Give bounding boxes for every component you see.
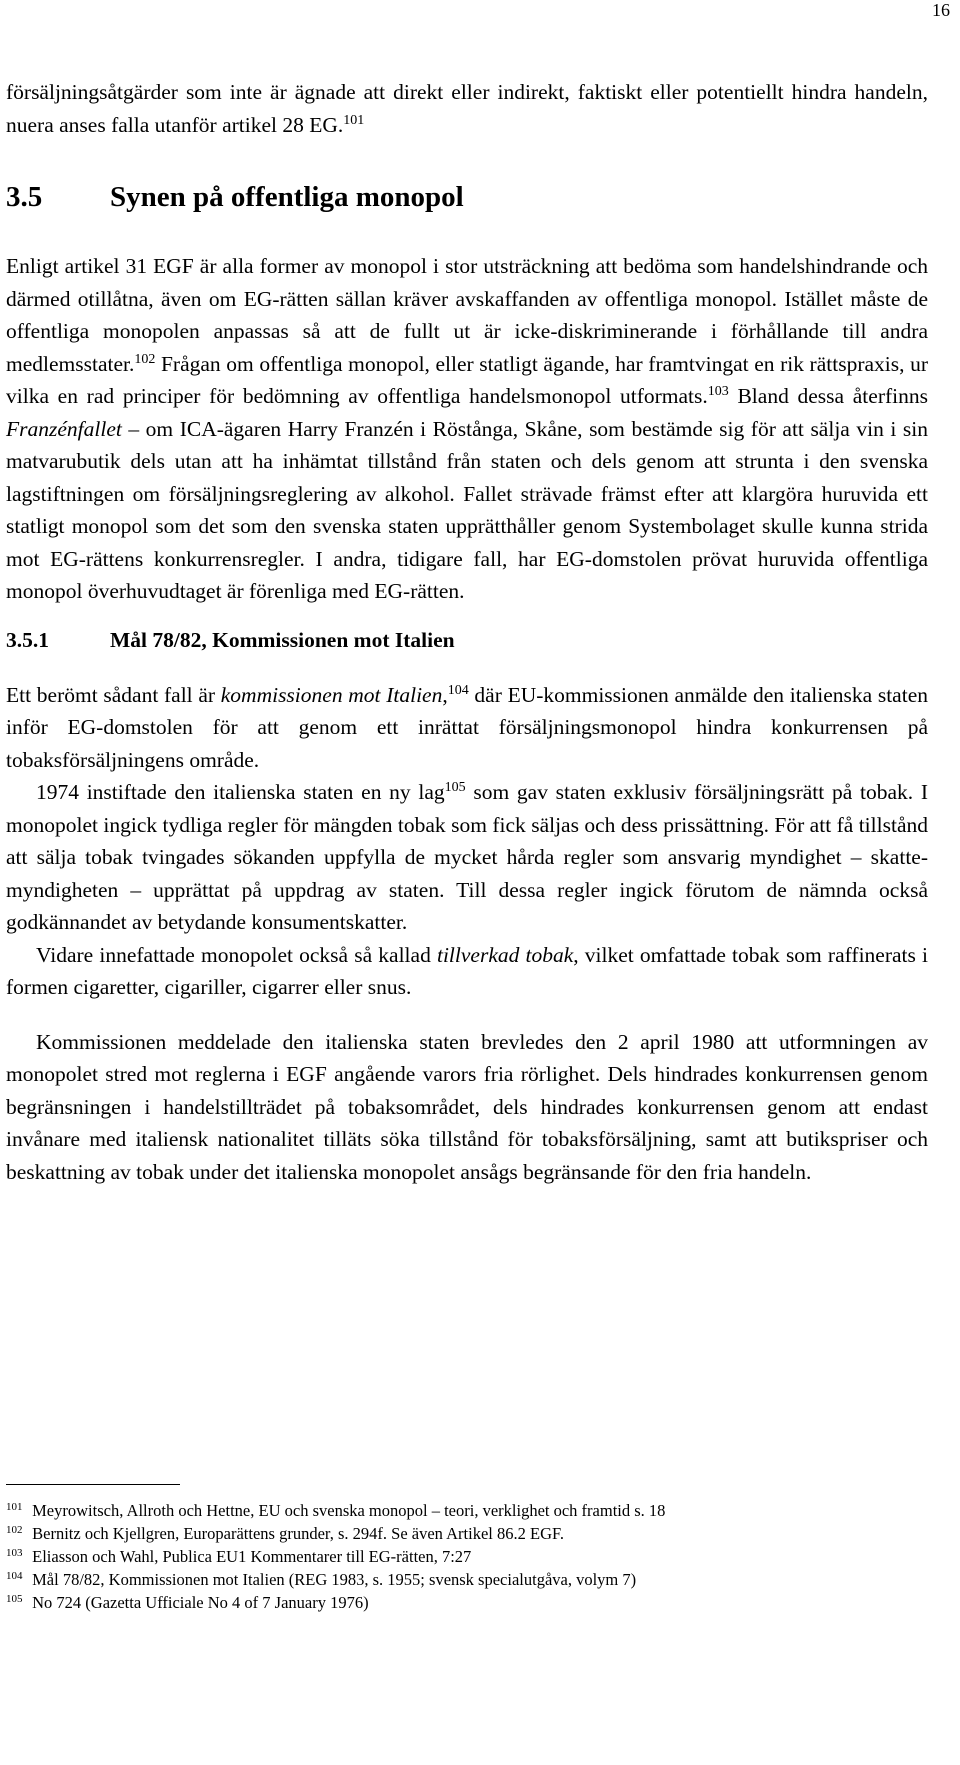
footnote: $^{103}$ Eliasson och Wahl, Publica EU1 Kommentarer till EG-rätten, 7:27	[6, 1546, 472, 1566]
paragraph-text: Enligt artikel 31 EGF är alla former av monopol i stor utsträckning att bedöma som handelshindrande och därmed otillåtna, även om EG-rätten sällan kräver avskaffanden av offentliga monopol. Istället måste de offentliga monopolen anpassas så att de fullt ut är icke-diskriminerande i förhållande till andra medlemsstater.	[6, 254, 928, 376]
footnote-text: Meyrowitsch, Allroth och Hettne, EU och svenska monopol – teori, verklighet och framtid s. 18	[32, 1501, 666, 1520]
subsection-heading	[6, 628, 928, 653]
subsection-number: 3.5.1	[6, 627, 49, 652]
case-name: Franzénfallet	[6, 416, 122, 441]
paragraph-text: , vilket omfattade tobak som raffinerats i formen cigaretter, cigariller, cigarrer eller snus.	[6, 942, 929, 999]
footnote-ref: 101	[343, 112, 365, 128]
footnote-text: Eliasson och Wahl, Publica EU1 Kommentarer till EG-rätten, 7:27	[32, 1547, 472, 1566]
term: tillverkad tobak	[436, 942, 574, 967]
page-number: 16	[932, 0, 950, 20]
paragraph-1974-law	[6, 776, 928, 939]
footnote-ref: 103	[707, 383, 729, 399]
paragraph-text: som gav staten exklusiv försäljningsrätt på tobak. I monopolet ingick tydliga regler för mängden tobak som fick säljas och dess prissättning. För att få tillstånd att sälja tobak tvingades sökanden uppfylla de mycket hårda regler som ansvarig myndighet – skatte-myndigheten – upprättat på uppdrag av staten. Till dessa regler ingick förutom de nämnda också godkännandet av betydande konsumentskatter.	[6, 780, 928, 934]
section-title: Synen på offentliga monopol	[110, 181, 464, 213]
paragraph-text: där EU-kommissionen anmälde den italienska staten inför EG-domstolen för att genom ett inrättat försäljningsmonopol hindra konkurrensen på tobaksförsäljningens område.	[6, 682, 928, 772]
paragraph-commission-letter	[6, 1026, 928, 1189]
paragraph-text: försäljningsåtgärder som inte är ägnade att direkt eller indirekt, faktiskt eller potentiellt hindra handeln, nuera anses falla utanför artikel 28 EG.	[6, 80, 928, 137]
document-body	[6, 76, 928, 1188]
footnote: $^{105}$ No 724 (Gazetta Ufficiale No 4 of 7 January 1976)	[6, 1592, 369, 1612]
paragraph-text: Ett berömt sådant fall är	[6, 682, 221, 707]
footnote-text: Mål 78/82, Kommissionen mot Italien (REG 1983, s. 1955; svensk specialutgåva, volym 7)	[32, 1570, 637, 1589]
section-number: 3.5	[6, 181, 43, 213]
subsection-title: Mål 78/82, Kommissionen mot Italien	[110, 627, 455, 652]
paragraph-continued	[6, 76, 928, 141]
footnote-ref: 102	[134, 351, 156, 367]
footnote-text: Bernitz och Kjellgren, Europarättens grunder, s. 294f. Se även Artikel 86.2 EGF.	[32, 1524, 564, 1543]
footnotes	[6, 1484, 928, 1614]
paragraph-text: ,	[442, 682, 448, 707]
footnote: $^{102}$ Bernitz och Kjellgren, Europarättens grunder, s. 294f. Se även Artikel 86.2 EGF.	[6, 1523, 564, 1543]
section-heading	[6, 181, 928, 214]
paragraph-manufactured-tobacco	[6, 939, 928, 1004]
paragraph-text: – om ICA-ägaren Harry Franzén i Röstånga, Skåne, som bestämde sig för att sälja vin i sin matvarubutik dels utan att ha inhämtat tillstånd från staten och dels genom att strunta i den svenska lagstiftningen om försäljningsreglering av alkohol. Fallet strävade främst efter att klargöra huruvida ett statligt monopol som det som den svenska staten upprätthåller genom Systembolaget skulle kunna strida mot EG-rättens konkurrensregler. I andra, tidigare fall, har EG-domstolen prövat huruvida offentliga monopol överhuvudtaget är förenliga med EG-rätten.	[6, 416, 928, 603]
footnote-separator	[6, 1484, 180, 1485]
paragraph-text: Bland dessa återfinns	[728, 384, 928, 408]
footnote-text: No 724 (Gazetta Ufficiale No 4 of 7 January 1976)	[32, 1593, 369, 1612]
footnote: $^{101}$ Meyrowitsch, Allroth och Hettne, EU och svenska monopol – teori, verklighet och framtid s. 18	[6, 1500, 666, 1520]
paragraph-text: Frågan om offentliga monopol, eller statligt ägande, har framtvingat en rik rättspraxis, ur vilka en rad principer för bedömning av offentliga handelsmonopol utformats.	[6, 351, 928, 408]
paragraph-text: 1974 instiftade den italienska staten en ny lag	[36, 780, 445, 804]
footnote-ref: 105	[444, 779, 466, 795]
paragraph-case-intro	[6, 679, 928, 777]
paragraph-text: Vidare innefattade monopolet också så kallad	[36, 942, 437, 967]
footnote-ref: 104	[447, 682, 469, 698]
case-name: kommissionen mot Italien	[220, 682, 443, 707]
paragraph-text: Kommissionen meddelade den italienska staten brevledes den 2 april 1980 att utformningen av monopolet stred mot reglerna i EGF angående varors fria rörlighet. Dels hindrades konkurrensen genom begränsningen i handelstillträdet på tobaksområdet, dels hindrades konkurrensen genom att endast invånare med italiensk nationalitet tilläts söka tillstånd för tobaksförsäljning, samt att butikspriser och beskattning av tobak under det italienska monopolet ansågs begränsande för den fria handeln.	[6, 1029, 928, 1184]
paragraph-monopol	[6, 250, 928, 608]
footnote: $^{104}$ Mål 78/82, Kommissionen mot Italien (REG 1983, s. 1955; svensk specialutgåva, volym 7)	[6, 1569, 637, 1589]
